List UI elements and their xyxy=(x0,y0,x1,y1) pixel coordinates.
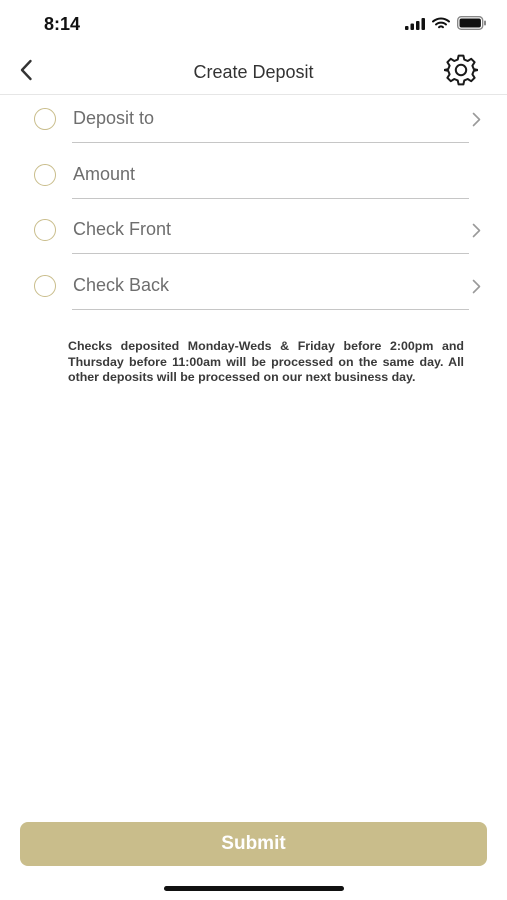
page-title: Create Deposit xyxy=(193,62,314,82)
amount-status-circle xyxy=(34,164,56,186)
check-front-status-circle xyxy=(34,219,56,241)
gear-icon xyxy=(444,53,478,92)
chevron-right-icon xyxy=(472,223,481,243)
check-back-row[interactable] xyxy=(0,265,507,311)
status-icons xyxy=(405,16,487,35)
amount-field[interactable] xyxy=(72,154,469,199)
chevron-right-icon xyxy=(472,279,481,299)
status-time: 8:14 xyxy=(44,14,81,34)
deposit-to-row[interactable] xyxy=(0,98,507,144)
amount-row[interactable] xyxy=(0,154,507,200)
signal-icon xyxy=(405,17,425,35)
deposit-to-field[interactable] xyxy=(72,98,469,143)
check-front-row[interactable] xyxy=(0,209,507,255)
wifi-icon xyxy=(432,17,450,35)
settings-button[interactable] xyxy=(443,54,479,90)
check-back-status-circle xyxy=(34,275,56,297)
check-front-label: Check Front xyxy=(73,219,172,239)
amount-label: Amount xyxy=(73,164,136,184)
check-back-field[interactable] xyxy=(72,265,469,310)
chevron-right-icon xyxy=(472,112,481,132)
submit-label: Submit xyxy=(221,833,286,854)
deposit-to-status-circle xyxy=(34,108,56,130)
deposit-notice-text: Checks deposited Monday-Weds & Friday before 2:00pm and Thursday before 11:00am will be processed on the same day. All other deposits will be processed on our next business day. xyxy=(68,339,464,384)
status-bar xyxy=(0,0,507,50)
deposit-to-label: Deposit to xyxy=(73,108,155,128)
battery-icon xyxy=(457,16,487,35)
nav-bar xyxy=(0,50,507,95)
check-back-label: Check Back xyxy=(73,275,170,295)
home-indicator[interactable] xyxy=(164,886,344,891)
submit-button[interactable] xyxy=(20,822,487,866)
check-front-field[interactable] xyxy=(72,209,469,254)
